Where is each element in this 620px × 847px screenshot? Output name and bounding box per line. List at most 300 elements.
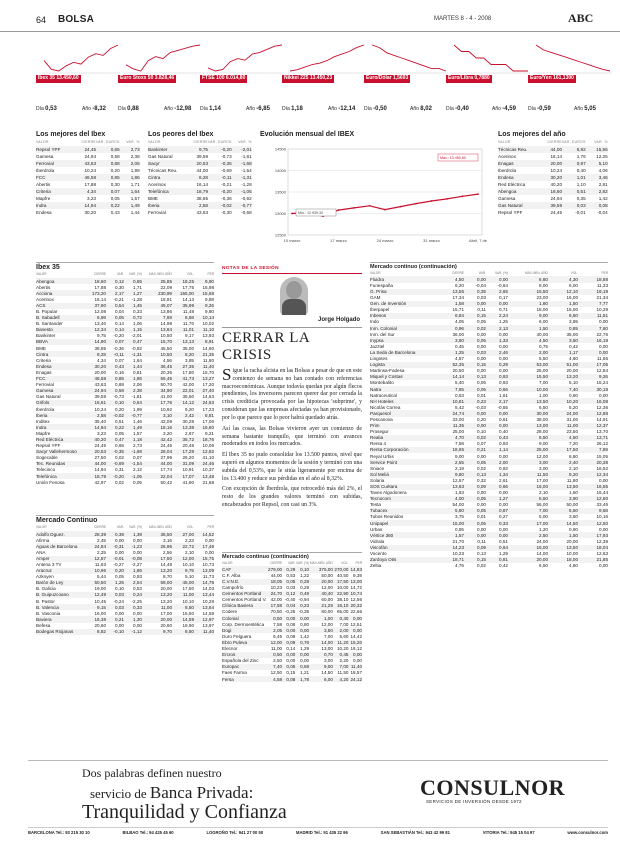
cell-value: 14,52 [202, 531, 214, 537]
cell-value: 0,15 [477, 557, 486, 563]
cell-value: 58,00 [160, 580, 172, 586]
table-row [36, 188, 140, 195]
cell-value: 11,20 [337, 639, 349, 645]
cell-value: 0,42 [499, 563, 508, 569]
cell-value: 5,40 [455, 380, 464, 386]
cell-value: 9,58 [599, 508, 608, 514]
cell-value: 14,78 [202, 580, 214, 586]
cell-value: 80,00 [321, 609, 333, 615]
cell-value: 1,99 [133, 406, 142, 412]
cell-name: Miquel y Costas [370, 374, 403, 380]
cell-value: 0,30 [110, 181, 120, 187]
ibex-monthly-chart [260, 139, 490, 251]
cell-value: 18,00 [536, 307, 548, 313]
cell-value: 0,85 [115, 376, 124, 382]
cell-value: 13,38 [182, 424, 194, 430]
cell-name: Renta Corporación [370, 447, 409, 453]
cell-value: 0,05 [286, 664, 296, 670]
cell-value: 0,29 [286, 566, 296, 572]
cell-value: -1,12 [131, 629, 142, 635]
cell-value: 0,08 [598, 202, 608, 208]
sparkline-line [126, 45, 200, 71]
cell-value: 14,50 [321, 670, 333, 676]
sparkline-line [454, 45, 528, 71]
cell-value: 0,00 [599, 563, 608, 569]
cell-value: 1,76 [576, 153, 586, 159]
cell-value: 18,91 [160, 296, 172, 302]
cell-value: 21,70 [452, 538, 464, 544]
cell-value: 0,33 [133, 309, 142, 315]
cell-value: 6,50 [539, 435, 548, 441]
min-label: Mín.: 12.939,30 [298, 211, 323, 216]
cell-name: Testa [370, 502, 381, 508]
cell-value: 13,40 [94, 321, 106, 327]
cell-value: 0,05 [115, 430, 124, 436]
cell-value: 8,91 [205, 339, 214, 345]
table-row [222, 670, 362, 676]
cell-value: -0,73 [221, 153, 232, 159]
table-header [498, 139, 608, 146]
cell-value: 12,00 [321, 621, 333, 627]
cell-value: 10,45 [94, 598, 106, 604]
cell-value: 5,10 [185, 574, 194, 580]
cell-name: Acciona [36, 290, 53, 296]
column-kicker: NOTAS DE LA SESIÓN [222, 266, 362, 274]
best-ibex-title: Los mejores del Ibex [36, 131, 106, 138]
mc-title: Mercado Continuo [36, 515, 214, 525]
cell-value: 16,19 [596, 337, 608, 343]
cell-value: 17,50 [182, 586, 194, 592]
article-paragraph: Sigue la racha alcista en las Bolsas a pesar de que en este comienzo de semana no han contado con referencias macroeconómicas. Aunque todavía quedan por algún flecos pendientes, los inversores parecen querer dar por cerrada la crisis crediticia provocada por las hipotecas 'subprime', y consideran que las empresas afectadas ya han provisionado, por lo que parece que lo peor habrá quedado atrás. [222, 365, 362, 421]
index-year-value: -12,98 [174, 106, 192, 112]
cell-value: 0,00 [477, 532, 486, 538]
cell-value: 41,10 [202, 455, 214, 461]
cell-name: Cementos Portland V. [222, 597, 267, 603]
cell-value: 11,63 [94, 562, 106, 568]
y-tick-label: 14000 [274, 168, 286, 174]
index-year [82, 106, 106, 113]
cell-name: Ercros [222, 652, 236, 658]
cell-name: Azkoyen [36, 574, 54, 580]
index-label [446, 75, 492, 83]
cell-value: 10,20 [566, 398, 578, 404]
cell-value: 13,20 [160, 592, 172, 598]
cell-value: 0,04 [286, 603, 296, 609]
table-row [498, 209, 608, 216]
cell-value: 1,86 [130, 174, 140, 180]
cell-name: Inbesos [370, 313, 387, 319]
cell-value: 0,43 [499, 435, 508, 441]
cell-value: 35,00 [182, 345, 194, 351]
cell-value: 45,50 [160, 345, 172, 351]
cell-value: 1,61 [499, 392, 508, 398]
cell-value: 7,89 [599, 447, 608, 453]
cell-name: Bankinter [36, 333, 56, 339]
cell-value: 35,99 [182, 302, 194, 308]
cell-value: 0,00 [477, 356, 486, 362]
cell-value: 0,33 [499, 520, 508, 526]
cell-value: 0,21 [115, 616, 124, 622]
cell-value: 24,46 [202, 461, 214, 467]
cell-value: 2,06 [133, 382, 142, 388]
cell-value: 18,71 [452, 557, 464, 563]
cell-value: 18,79 [94, 473, 106, 479]
cell-value: 12,57 [452, 477, 464, 483]
table-row [222, 621, 362, 627]
cell-value: 20,53 [196, 160, 208, 166]
cell-value: -0,73 [113, 394, 124, 400]
index-name: Euro/Dólar [366, 75, 393, 81]
cell-value: 9,88 [205, 296, 214, 302]
column-header: VAR. [116, 272, 124, 277]
cell-value: 0,00 [115, 622, 124, 628]
index-sparkline [118, 40, 208, 74]
cell-value: 10,91 [182, 467, 194, 473]
cell-name: Técnicas Reu. [148, 167, 178, 173]
cell-value: 24,45 [84, 146, 96, 152]
cell-value: 0,12 [115, 278, 124, 284]
cell-value: 0,05 [286, 579, 296, 584]
cell-value: 0,09 [286, 633, 296, 639]
cell-value: 2,58 [199, 202, 208, 208]
cell-name: Natra [370, 386, 382, 392]
table-row [498, 181, 608, 188]
cell-value: 35,72 [182, 436, 194, 442]
cell-value: 3,85 [185, 357, 194, 363]
cell-value: 0,72 [133, 315, 142, 321]
cell-value: 2,65 [499, 289, 508, 294]
cell-value: 1,50 [569, 301, 578, 307]
index-year-label: Año [82, 106, 93, 112]
cell-value: 8,80 [569, 453, 578, 459]
cell-name: Funespaña [370, 282, 393, 288]
cell-name: Zardoya Otis [370, 557, 397, 563]
cell-value: 23,50 [566, 429, 578, 435]
cell-value: 155,00 [179, 290, 194, 296]
cell-value: 0,00 [599, 392, 608, 398]
cell-value: 41,90 [182, 479, 194, 485]
index-value: 0,7880 [474, 75, 490, 81]
cell-value: 0,29 [300, 585, 310, 591]
cell-value: 13,00 [350, 579, 362, 584]
cell-value: 10,24 [94, 406, 106, 412]
cell-value: -0,36 [221, 195, 232, 201]
table-row [36, 181, 140, 188]
cell-value: 0,02 [477, 563, 486, 569]
cell-value: 11,50 [337, 670, 349, 676]
y-tick-label: 14500 [274, 146, 286, 152]
cell-value: 13,71 [596, 435, 608, 441]
cell-name: Gamesa [36, 153, 54, 159]
cell-value: 0,03 [477, 349, 486, 355]
cell-name: Cintra [36, 351, 49, 357]
cell-value: 16,14 [94, 296, 106, 302]
cell-value: -0,11 [221, 174, 232, 180]
cell-value: 13,50 [566, 484, 578, 489]
cell-value: 2,73 [133, 443, 142, 449]
index-sparkline [36, 40, 126, 74]
cell-value: 279,00 [268, 566, 283, 572]
table-row [148, 174, 252, 181]
cell-value: 14,94 [94, 424, 106, 430]
cell-value: 10,81 [452, 398, 464, 404]
cell-value: 4,50 [455, 276, 464, 282]
cell-value: 8,28 [97, 351, 106, 357]
sparkline-line [44, 45, 118, 71]
cell-name: B. Galicia [36, 586, 56, 592]
cell-value: 0,05 [115, 574, 124, 580]
cell-value: 42,00 [182, 382, 194, 388]
cell-value: 3,80 [455, 337, 464, 343]
ad-offices [28, 827, 608, 836]
cell-value: 39,59 [196, 153, 208, 159]
chart-point [462, 195, 464, 197]
cell-value: 8,50 [185, 629, 194, 635]
cell-value: 2,82 [598, 188, 608, 194]
cell-name: B. Popular [36, 309, 58, 315]
cell-value: 27,50 [94, 455, 106, 461]
page-number: 64 [36, 15, 47, 25]
cell-name: Endesa [36, 363, 52, 369]
table-row [222, 633, 362, 639]
cell-name: Natraceutical [370, 392, 397, 398]
cell-value: 1,60 [569, 490, 578, 496]
cell-value: 0,05 [133, 479, 142, 485]
cell-value: 1,64 [130, 188, 140, 194]
cell-value: 6,50 [569, 313, 578, 319]
cell-value: 51,00 [566, 362, 578, 368]
cell-value: 10,02 [202, 321, 214, 327]
cell-value: 20,50 [452, 368, 464, 374]
cell-value: 14,94 [84, 202, 96, 208]
sparkline-line [208, 45, 282, 71]
cell-name: Inypsa [370, 337, 384, 343]
index-day [282, 106, 303, 113]
index-label [528, 75, 576, 83]
cell-name: Inm. Colonial [370, 325, 397, 331]
cell-value: 25,85 [160, 278, 172, 284]
index-day [118, 106, 139, 113]
cell-value: 6,00 [569, 282, 578, 288]
table-row [498, 202, 608, 209]
cell-value: 0,24 [133, 592, 142, 598]
cell-value: 10,00 [566, 551, 578, 557]
cell-name: Europac [222, 664, 240, 670]
cell-value: 30,00 [536, 410, 548, 416]
cell-value: 5,50 [539, 356, 548, 362]
cell-value: 4,00 [455, 496, 464, 502]
index-sparkline [364, 40, 454, 74]
cell-name: Codere [222, 609, 238, 615]
cell-value: 22,04 [160, 473, 172, 479]
cell-value: 14,42 [350, 633, 362, 639]
cell-value: 0,00 [353, 652, 362, 658]
table-header [148, 139, 252, 146]
index-card [282, 40, 372, 120]
cell-value: 0,40 [576, 167, 586, 173]
cell-value: 3,00 [539, 459, 548, 465]
cell-value: 0,00 [205, 537, 214, 543]
cell-value: 46,58 [84, 174, 96, 180]
chart-point [353, 207, 355, 209]
best-year-title: Los mejores del año [498, 131, 566, 138]
cell-name: FCC [36, 376, 46, 382]
ad-line2 [90, 783, 253, 803]
cell-value: 0,07 [115, 339, 124, 345]
cell-value: 0,10 [115, 400, 124, 406]
table-row [222, 640, 362, 646]
index-day-value: 1,14 [209, 106, 221, 112]
cell-value: 2,13 [499, 325, 508, 331]
cell-value: 0,00 [499, 331, 508, 337]
cell-value: 17,50 [566, 447, 578, 453]
table-header [36, 139, 140, 146]
cell-name: Tubos Reunidos [370, 514, 404, 520]
cell-value: 2,24 [499, 313, 508, 319]
cell-name: Prim [370, 423, 380, 429]
cell-value: 0,45 [339, 652, 349, 658]
cell-value: 35,40 [94, 418, 106, 424]
cell-value: 21,85 [596, 557, 608, 563]
cell-value: 0,54 [115, 302, 124, 308]
cell-value: 18,65 [452, 447, 464, 453]
cell-value: 18,05 [270, 579, 283, 584]
cell-value: 0,93 [133, 574, 142, 580]
cell-value: 0,00 [499, 532, 508, 538]
cell-name: Acerinox [148, 181, 166, 187]
cell-value: 9,80 [205, 309, 214, 315]
cell-value: -1,54 [131, 461, 142, 467]
table-row [36, 160, 140, 167]
cell-value: 0,87 [499, 508, 508, 514]
x-tick-label: 31 marzo [423, 238, 440, 244]
cell-value: 13,20 [160, 598, 172, 604]
cell-value: 4,60 [569, 563, 578, 569]
max-label: Máx.: 13.450,60 [440, 156, 466, 161]
cell-name: Mapfre [36, 430, 51, 436]
cell-value: 16,00 [536, 544, 548, 550]
cell-value: 0,45 [455, 343, 464, 349]
table-row [222, 676, 362, 682]
mc-cont-panel [222, 552, 362, 682]
cell-value: 11,00 [182, 592, 194, 598]
index-year-label: Año [410, 106, 421, 112]
cell-value: 7,77 [599, 301, 608, 307]
column-header: VAR. (%) [494, 270, 508, 275]
cell-value: 20,00 [321, 579, 333, 584]
cell-name: Afirma [36, 537, 50, 543]
cell-name: Dogi [222, 627, 232, 633]
cell-value: 2,25 [97, 549, 106, 555]
cell-value: 36,00 [452, 331, 464, 337]
cell-name: Ferrovial [36, 382, 54, 388]
cell-value: 2,42 [185, 412, 194, 418]
cell-name: Criteria [36, 188, 51, 194]
index-sparkline [200, 40, 290, 74]
worst-ibex-panel [148, 131, 252, 216]
cell-value: 1,34 [499, 471, 508, 477]
index-name: FTSE 100 [202, 75, 226, 81]
cell-value: 20,00 [160, 616, 172, 622]
cell-name: Unipapel [370, 520, 389, 526]
cell-value: 0,65 [110, 146, 120, 152]
cell-name: FCC [36, 174, 46, 180]
index-card [364, 40, 454, 120]
cell-value: -0,35 [113, 449, 124, 455]
cell-value: 14,72 [350, 585, 362, 591]
cell-name: Realia [370, 435, 384, 441]
column-header: VAR. EUROS [562, 139, 586, 144]
cell-name: B. Pastor [36, 598, 55, 604]
cell-value: 8,81 [205, 412, 214, 418]
index-name: Nikkei 225 [284, 75, 310, 81]
cell-value: 43,63 [84, 160, 96, 166]
cell-value: 24,45 [94, 443, 106, 449]
cell-value: 0,07 [110, 188, 120, 194]
cell-value: 15,70 [160, 339, 172, 345]
index-year [328, 106, 355, 113]
cell-value: 20,00 [94, 369, 106, 375]
cell-value: -2,01 [131, 333, 142, 339]
cell-value: 0,00 [477, 410, 486, 416]
cell-value: 0,11 [477, 307, 486, 313]
cell-value: 0,00 [115, 610, 124, 616]
cell-value: 24,00 [536, 538, 548, 544]
cell-value: 0,80 [300, 621, 310, 627]
cell-value: 0,02 [115, 455, 124, 461]
cell-value: 41,00 [160, 394, 172, 400]
cell-value: 11,00 [566, 423, 578, 429]
cell-value: 3,23 [87, 195, 96, 201]
column-header: VALOR [36, 139, 49, 144]
cell-value: -1,05 [241, 188, 252, 194]
cell-value: 1,33 [499, 337, 508, 343]
best-year-panel [498, 131, 608, 216]
cell-name: Solaria [370, 477, 385, 483]
cell-name: Indo [370, 319, 379, 325]
cell-value: 0,05 [110, 195, 120, 201]
cell-value: 24,74 [452, 410, 464, 416]
cell-value: 12,56 [350, 597, 362, 603]
cell-name: Telefónica [148, 188, 169, 194]
cell-value: 30,20 [94, 363, 106, 369]
cell-value: 40,00 [536, 331, 548, 337]
cell-value: 0,10 [477, 429, 486, 435]
cell-name: Repsol YPF [36, 146, 61, 152]
cell-value: -1,31 [241, 174, 252, 180]
mc3-title: Mercado continuo (continuación) [370, 262, 608, 270]
column-header: VAR. (%) [128, 525, 142, 530]
chart-point [415, 203, 417, 205]
index-day-value: 0,53 [45, 106, 57, 112]
cell-value: 12,82 [202, 449, 214, 455]
index-year-value: 5,05 [584, 106, 596, 112]
cell-value: 0,29 [499, 362, 508, 368]
index-value: 6.014,80 [225, 75, 246, 81]
cell-value: 0,00 [133, 537, 142, 543]
index-day-value: -0,59 [537, 106, 551, 112]
ibex35-panel [36, 262, 214, 485]
cell-value: 4,50 [539, 337, 548, 343]
cell-value: 35,00 [566, 331, 578, 337]
cell-value: 11,50 [536, 471, 548, 477]
sparkline-line [536, 45, 610, 71]
cell-value: 25,00 [452, 429, 464, 435]
cell-value: 23,00 [536, 295, 548, 301]
cell-value: 0,20 [477, 416, 486, 422]
cell-name: Fluidra [370, 276, 385, 282]
index-day-label: Día [36, 106, 46, 112]
